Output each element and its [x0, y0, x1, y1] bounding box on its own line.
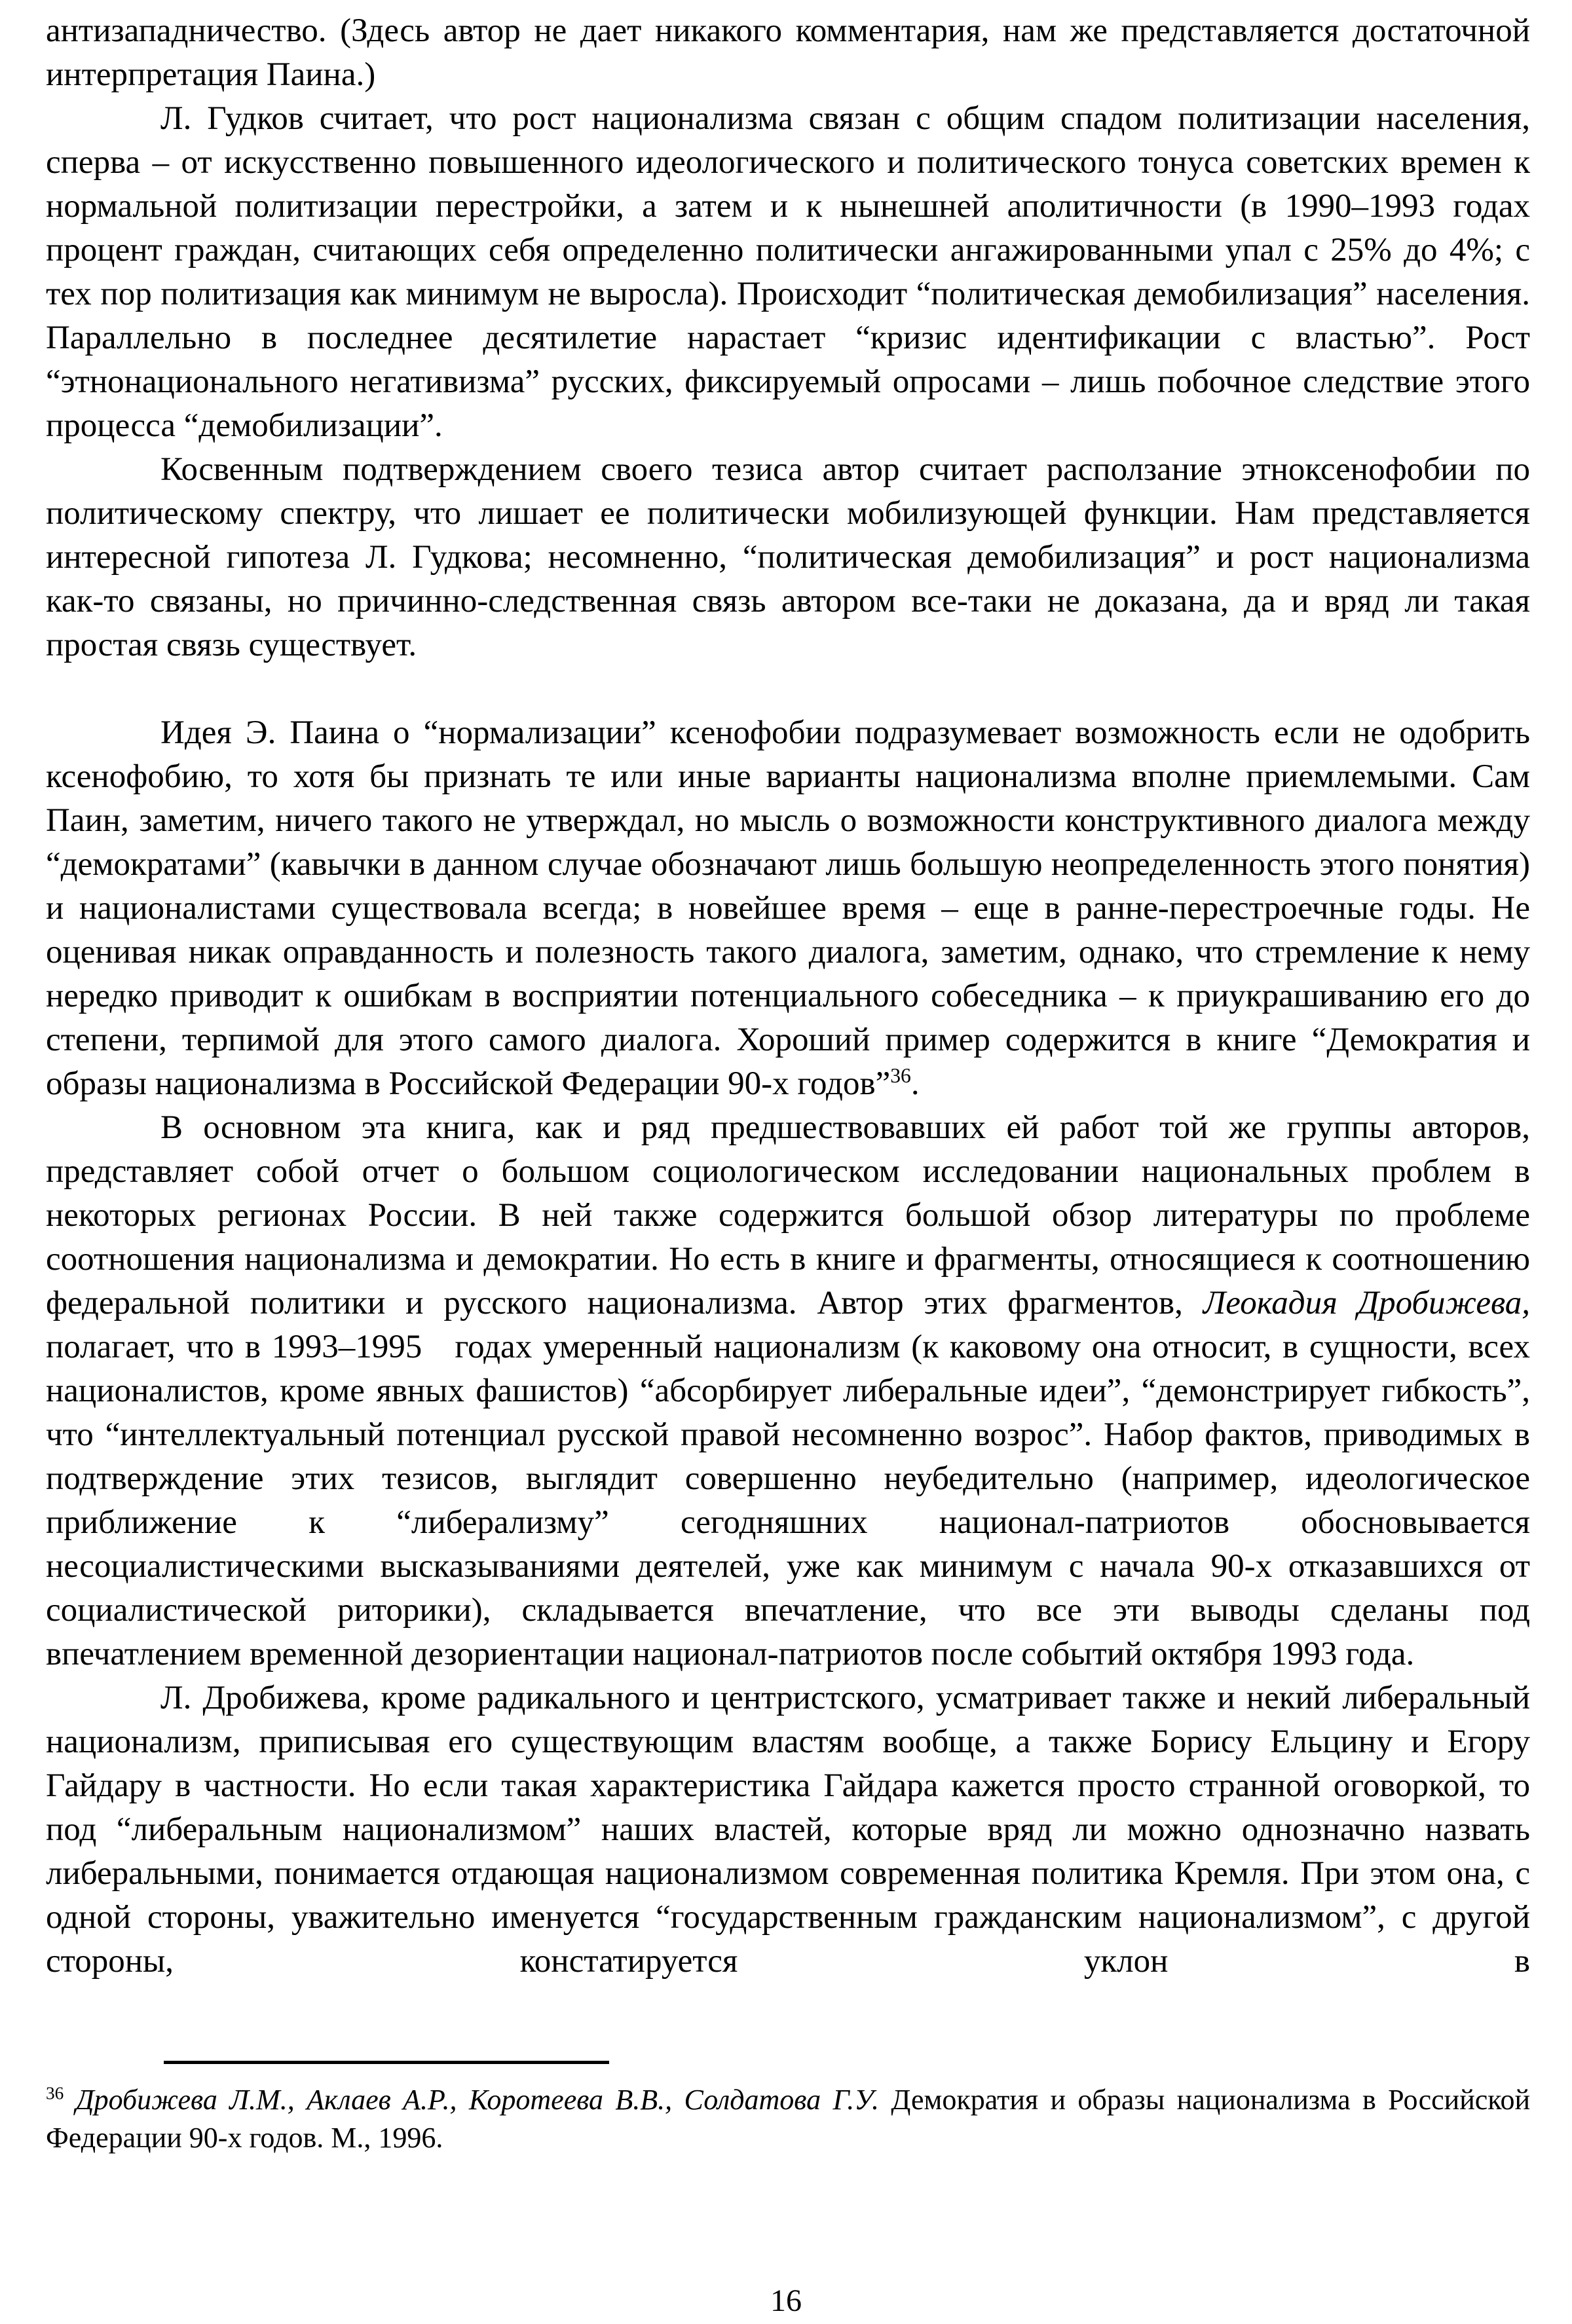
- paragraph: [46, 1106, 1530, 1676]
- footnote-separator: [164, 2061, 609, 2064]
- text-segment: Идея Э. Паина о “нормализации” ксенофобии подразумевает возможность если не одобрить ксенофобию, то хотя бы признать те или иные варианты национализма вполне приемлемыми. Сам Паин, заметим, ничего такого не утверждал, но мысль о возможности конструктивного диалога между “демократами” (кавычки в данном случае обозначают лишь большую неопределенность этого понятия) и националистами существовала всегда; в новейшее время – еще в ранне-перестроечные годы. Не оценивая никак оправданность и полезность такого диалога, заметим, однако, что стремление к нему нередко приводит к ошибкам в восприятии потенциального собеседника – к приукрашиванию его до степени, терпимой для этого самого диалога. Хороший пример содержится в книге “Демократия и образы национализма в Российской Федерации 90-х годов”: [46, 714, 1530, 1102]
- page-number: 16: [770, 2283, 802, 2318]
- footnote: [46, 2081, 1530, 2157]
- footnote-reference: 36: [46, 2083, 64, 2103]
- text-segment: полагает, что в 1993–1995 годах умеренный национализм (к каковому она относит, в сущности, всех националистов, кроме явных фашистов) “абсорбирует либеральные идеи”, “демонстрирует гибкость”, что “интеллектуальный потенциал русской правой несомненно возрос”. Набор фактов, приводимых в подтверждение этих тезисов, выглядит совершенно неубедительно (например, идеологическое приближение к “либерализму” сегодняшних национал-патриотов обосновывается несоциалистическими высказываниями деятелей, уже как минимум с начала 90-х отказавшихся от социалистической риторики), складывается впечатление, что все эти выводы сделаны под впечатлением временной дезориентации национал-патриотов после событий октября 1993 года.: [46, 1329, 1530, 1672]
- text-segment: Косвенным подтверждением своего тезиса автор считает расползание этноксенофобии по политическому спектру, что лишает ее политически мобилизующей функции. Нам представляется интересной гипотеза Л. Гудкова; несомненно, “политическая демобилизация” и рост национализма как-то связаны, но причинно-следственная связь автором все-таки не доказана, да и вряд ли такая простая связь существует.: [46, 451, 1530, 663]
- text-segment: .: [910, 1065, 920, 1102]
- footnote-reference: 36: [890, 1064, 911, 1087]
- paragraph: [46, 1676, 1530, 1983]
- text-segment: Леокадия Дробижева,: [1203, 1285, 1530, 1321]
- body-text: [46, 9, 1530, 1983]
- text-segment: антизападничество. (Здесь автор не дает никакого комментария, нам же представляется достаточной интерпретация Паина.): [46, 12, 1530, 93]
- text-segment: Л. Гудков считает, что рост национализма связан с общим спадом политизации населения, сперва – от искусственно повышенного идеологического и политического тонуса советских времен к нормальной политизации перестройки, а затем и к нынешней аполитичности (в 1990–1993 годах процент граждан, считающих себя определенно политически ангажированными упал с 25% до 4%; с тех пор политизация как минимум не выросла). Происходит “политическая демобилизация” населения. Параллельно в последнее десятилетие нарастает “кризис идентификации с властью”. Рост “этнонационального негативизма” русских, фиксируемый опросами – лишь побочное следствие этого процесса “демобилизации”.: [46, 100, 1530, 444]
- paragraph: [46, 9, 1530, 97]
- paragraph: [46, 711, 1530, 1106]
- text-segment: Дробижева Л.М., Аклаев А.Р., Коротеева В.В., Солдатова Г.У.: [64, 2084, 880, 2116]
- paragraph-spacer: [46, 667, 1530, 711]
- text-segment: В основном эта книга, как и ряд предшествовавших ей работ той же группы авторов, представляет собой отчет о большом социологическом исследовании национальных проблем в некоторых регионах России. В ней также содержится большой обзор литературы по проблеме соотношения национализма и демократии. Но есть в книге и фрагменты, относящиеся к соотношению федеральной политики и русского национализма. Автор этих фрагментов,: [46, 1109, 1530, 1321]
- paragraph: [46, 448, 1530, 667]
- text-segment: Демократия и образы национализма в Российской Федерации 90-х годов. М., 1996.: [46, 2084, 1530, 2154]
- paragraph: [46, 97, 1530, 448]
- text-segment: Л. Дробижева, кроме радикального и центристского, усматривает также и некий либеральный национализм, приписывая его существующим властям вообще, а также Борису Ельцину и Егору Гайдару в частности. Но если такая характеристика Гайдара кажется просто странной оговоркой, то под “либеральным национализмом” наших властей, которые вряд ли можно однозначно назвать либеральными, понимается отдающая национализмом современная политика Кремля. При этом она, с одной стороны, уважительно именуется “государственным гражданским национализмом”, с другой стороны, констатируется уклон в: [46, 1680, 1530, 1980]
